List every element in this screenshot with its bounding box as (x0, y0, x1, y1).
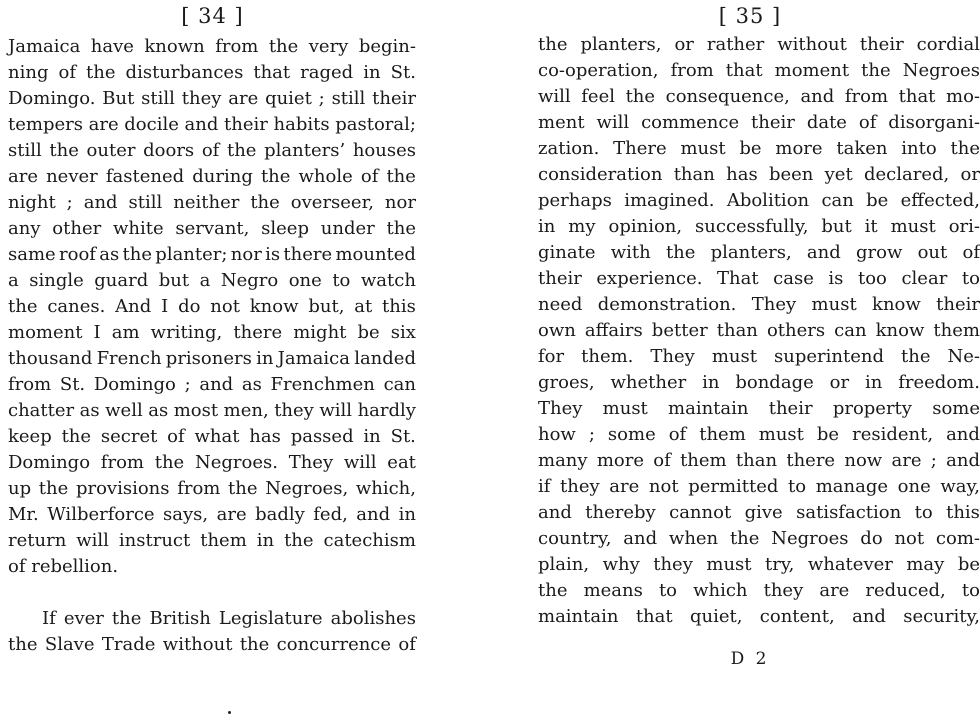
text-line: from St. Domingo ; and as Frenchmen can (8, 374, 416, 395)
page-number: [ 34 ] (181, 4, 244, 28)
text-line: for them. They must superintend the Ne- (538, 346, 980, 367)
text-line: keep the secret of what has passed in St. (8, 426, 416, 447)
right-page (520, 0, 980, 721)
left-page-text (8, 34, 416, 658)
text-line: zation. There must be more taken into the (538, 138, 980, 159)
text-line: their experience. That case is too clear to (538, 268, 980, 289)
text-line: groes, whether in bondage or in freedom. (538, 372, 980, 393)
text-line: plain, why they must try, whatever may be (538, 554, 980, 575)
text-line: are never fastened during the whole of the (8, 166, 416, 187)
text-line: of rebellion. (8, 556, 119, 577)
left-page (0, 0, 450, 721)
text-line: moment I am writing, there might be six (8, 322, 416, 343)
text-line: night ; and still neither the overseer, nor (8, 192, 416, 213)
text-line: a single guard but a Negro one to watch (8, 270, 416, 291)
text-line: own affairs better than others can know them (538, 320, 980, 341)
text-line: the canes. And I do not know but, at this (8, 296, 416, 317)
ink-speck (228, 711, 231, 714)
text-line: will feel the consequence, and from that mo- (538, 86, 980, 107)
text-line: return will instruct them in the catechism (8, 530, 416, 551)
text-line: thousand French prisoners in Jamaica landed (8, 348, 416, 369)
text-line: tempers are docile and their habits pastoral; (8, 114, 416, 135)
text-line: Jamaica have known from the very begin- (8, 36, 416, 57)
text-line: the planters, or rather without their cordial (538, 34, 980, 55)
text-line: need demonstration. They must know their (538, 294, 980, 315)
text-line: in my opinion, successfully, but it must ori- (538, 216, 980, 237)
text-line: any other white servant, sleep under the (8, 218, 416, 239)
text-line: Domingo from the Negroes. They will eat (8, 452, 416, 473)
text-line: ning of the disturbances that raged in St. (8, 62, 416, 83)
text-line: up the provisions from the Negroes, which, (8, 478, 416, 499)
text-line: still the outer doors of the planters’ houses (8, 140, 416, 161)
text-line: chatter as well as most men, they will hardly (8, 400, 416, 421)
text-line: They must maintain their property some (538, 398, 980, 419)
text-line: ment will commence their date of disorgani- (538, 112, 980, 133)
text-line: maintain that quiet, content, and security, (538, 606, 980, 627)
text-line: ginate with the planters, and grow out of (538, 242, 980, 263)
paragraph-gap (8, 580, 416, 606)
page-number: [ 35 ] (718, 4, 782, 28)
text-line: country, and when the Negroes do not com- (538, 528, 980, 549)
text-line: how ; some of them must be resident, and (538, 424, 980, 445)
right-page-text (538, 32, 980, 630)
text-line: consideration than has been yet declared, or (538, 164, 980, 185)
text-line: If ever the British Legislature abolishes (42, 608, 416, 629)
text-line: the Slave Trade without the concurrence of (8, 634, 416, 655)
text-line: the means to which they are reduced, to (538, 580, 980, 601)
text-line: many more of them than there now are ; and (538, 450, 980, 471)
text-line: same roof as the planter; nor is there mounted (8, 244, 416, 265)
text-line: Domingo. But still they are quiet ; still their (8, 88, 416, 109)
text-line: if they are not permitted to manage one way, (538, 476, 980, 497)
signature-mark: D 2 (730, 649, 770, 669)
text-line: Mr. Wilberforce says, are badly fed, and in (8, 504, 416, 525)
text-line: and thereby cannot give satisfaction to this (538, 502, 980, 523)
text-line: perhaps imagined. Abolition can be effected, (538, 190, 980, 211)
text-line: co-operation, from that moment the Negroes (538, 60, 980, 81)
